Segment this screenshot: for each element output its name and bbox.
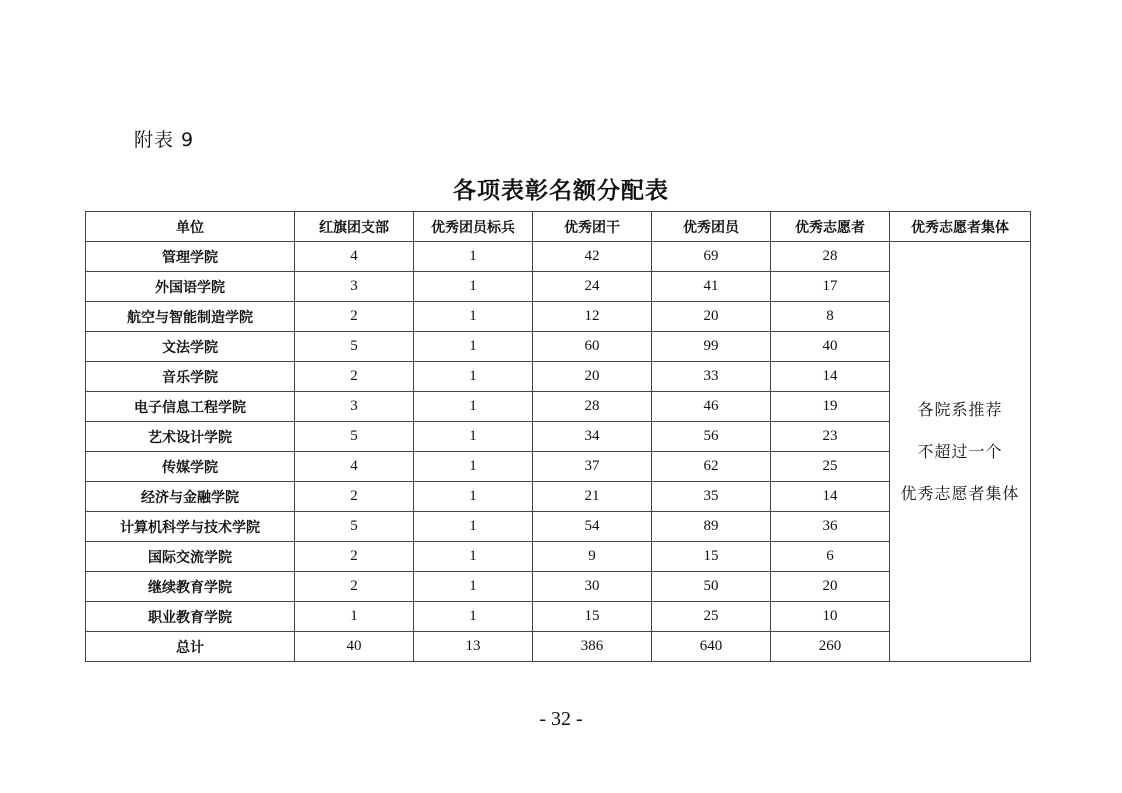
count-cell: 14 — [771, 482, 890, 512]
count-cell: 54 — [533, 512, 652, 542]
table-row — [86, 362, 1031, 392]
count-cell: 30 — [533, 572, 652, 602]
count-cell: 41 — [652, 272, 771, 302]
count-cell: 40 — [295, 632, 414, 662]
count-cell: 20 — [652, 302, 771, 332]
table-row — [86, 392, 1031, 422]
count-cell: 1 — [414, 422, 533, 452]
count-cell: 1 — [414, 272, 533, 302]
page-title: 各项表彰名额分配表 — [453, 177, 669, 204]
count-cell: 20 — [533, 362, 652, 392]
count-cell: 12 — [533, 302, 652, 332]
count-cell: 34 — [533, 422, 652, 452]
count-cell: 1 — [414, 392, 533, 422]
appendix-label: 附表 9 — [134, 129, 195, 151]
count-cell: 56 — [652, 422, 771, 452]
count-cell: 42 — [533, 242, 652, 272]
header-red-flag-branch: 红旗团支部 — [295, 212, 414, 242]
count-cell: 2 — [295, 302, 414, 332]
unit-name-cell: 国际交流学院 — [86, 542, 295, 572]
header-model-member: 优秀团员标兵 — [414, 212, 533, 242]
count-cell: 3 — [295, 392, 414, 422]
count-cell: 2 — [295, 572, 414, 602]
unit-name-cell: 航空与智能制造学院 — [86, 302, 295, 332]
count-cell: 1 — [414, 602, 533, 632]
count-cell: 24 — [533, 272, 652, 302]
unit-name-cell: 继续教育学院 — [86, 572, 295, 602]
unit-name-cell: 音乐学院 — [86, 362, 295, 392]
unit-name-cell: 总计 — [86, 632, 295, 662]
unit-name-cell: 文法学院 — [86, 332, 295, 362]
count-cell: 14 — [771, 362, 890, 392]
count-cell: 1 — [414, 362, 533, 392]
header-excellent-member: 优秀团员 — [652, 212, 771, 242]
table-row — [86, 242, 1031, 272]
count-cell: 5 — [295, 332, 414, 362]
unit-name-cell: 电子信息工程学院 — [86, 392, 295, 422]
count-cell: 3 — [295, 272, 414, 302]
table-row — [86, 422, 1031, 452]
table-row — [86, 272, 1031, 302]
count-cell: 62 — [652, 452, 771, 482]
count-cell: 2 — [295, 362, 414, 392]
page-number: - 32 - — [539, 708, 583, 730]
note-line: 不超过一个 — [917, 441, 1003, 461]
count-cell: 386 — [533, 632, 652, 662]
table-row — [86, 482, 1031, 512]
table-row — [86, 512, 1031, 542]
count-cell: 5 — [295, 512, 414, 542]
unit-name-cell: 职业教育学院 — [86, 602, 295, 632]
count-cell: 13 — [414, 632, 533, 662]
table-row — [86, 452, 1031, 482]
count-cell: 19 — [771, 392, 890, 422]
count-cell: 1 — [414, 572, 533, 602]
count-cell: 640 — [652, 632, 771, 662]
count-cell: 1 — [414, 482, 533, 512]
count-cell: 6 — [771, 542, 890, 572]
count-cell: 25 — [652, 602, 771, 632]
count-cell: 4 — [295, 452, 414, 482]
unit-name-cell: 外国语学院 — [86, 272, 295, 302]
count-cell: 9 — [533, 542, 652, 572]
count-cell: 89 — [652, 512, 771, 542]
table-row — [86, 332, 1031, 362]
count-cell: 40 — [771, 332, 890, 362]
count-cell: 1 — [414, 302, 533, 332]
table-row — [86, 572, 1031, 602]
header-excellent-cadre: 优秀团干 — [533, 212, 652, 242]
count-cell: 99 — [652, 332, 771, 362]
table-row — [86, 302, 1031, 332]
count-cell: 36 — [771, 512, 890, 542]
count-cell: 2 — [295, 542, 414, 572]
header-excellent-volunteer: 优秀志愿者 — [771, 212, 890, 242]
count-cell: 8 — [771, 302, 890, 332]
count-cell: 69 — [652, 242, 771, 272]
unit-name-cell: 艺术设计学院 — [86, 422, 295, 452]
table-header-row — [86, 212, 1031, 242]
count-cell: 23 — [771, 422, 890, 452]
count-cell: 2 — [295, 482, 414, 512]
count-cell: 25 — [771, 452, 890, 482]
unit-name-cell: 管理学院 — [86, 242, 295, 272]
count-cell: 10 — [771, 602, 890, 632]
count-cell: 5 — [295, 422, 414, 452]
allocation-table — [85, 211, 1031, 662]
unit-name-cell: 经济与金融学院 — [86, 482, 295, 512]
table-row — [86, 602, 1031, 632]
count-cell: 20 — [771, 572, 890, 602]
count-cell: 1 — [414, 242, 533, 272]
count-cell: 15 — [652, 542, 771, 572]
header-unit: 单位 — [86, 212, 295, 242]
count-cell: 15 — [533, 602, 652, 632]
volunteer-group-note — [890, 242, 1031, 662]
table-row — [86, 632, 1031, 662]
count-cell: 1 — [414, 512, 533, 542]
count-cell: 1 — [414, 332, 533, 362]
unit-name-cell: 计算机科学与技术学院 — [86, 512, 295, 542]
count-cell: 17 — [771, 272, 890, 302]
count-cell: 1 — [414, 542, 533, 572]
count-cell: 33 — [652, 362, 771, 392]
count-cell: 50 — [652, 572, 771, 602]
count-cell: 60 — [533, 332, 652, 362]
note-line: 各院系推荐 — [917, 399, 1003, 419]
unit-name-cell: 传媒学院 — [86, 452, 295, 482]
count-cell: 46 — [652, 392, 771, 422]
count-cell: 4 — [295, 242, 414, 272]
count-cell: 260 — [771, 632, 890, 662]
count-cell: 1 — [295, 602, 414, 632]
count-cell: 37 — [533, 452, 652, 482]
count-cell: 28 — [533, 392, 652, 422]
count-cell: 28 — [771, 242, 890, 272]
count-cell: 21 — [533, 482, 652, 512]
count-cell: 35 — [652, 482, 771, 512]
header-volunteer-group: 优秀志愿者集体 — [890, 212, 1031, 242]
count-cell: 1 — [414, 452, 533, 482]
note-line: 优秀志愿者集体 — [900, 483, 1020, 503]
table-row — [86, 542, 1031, 572]
